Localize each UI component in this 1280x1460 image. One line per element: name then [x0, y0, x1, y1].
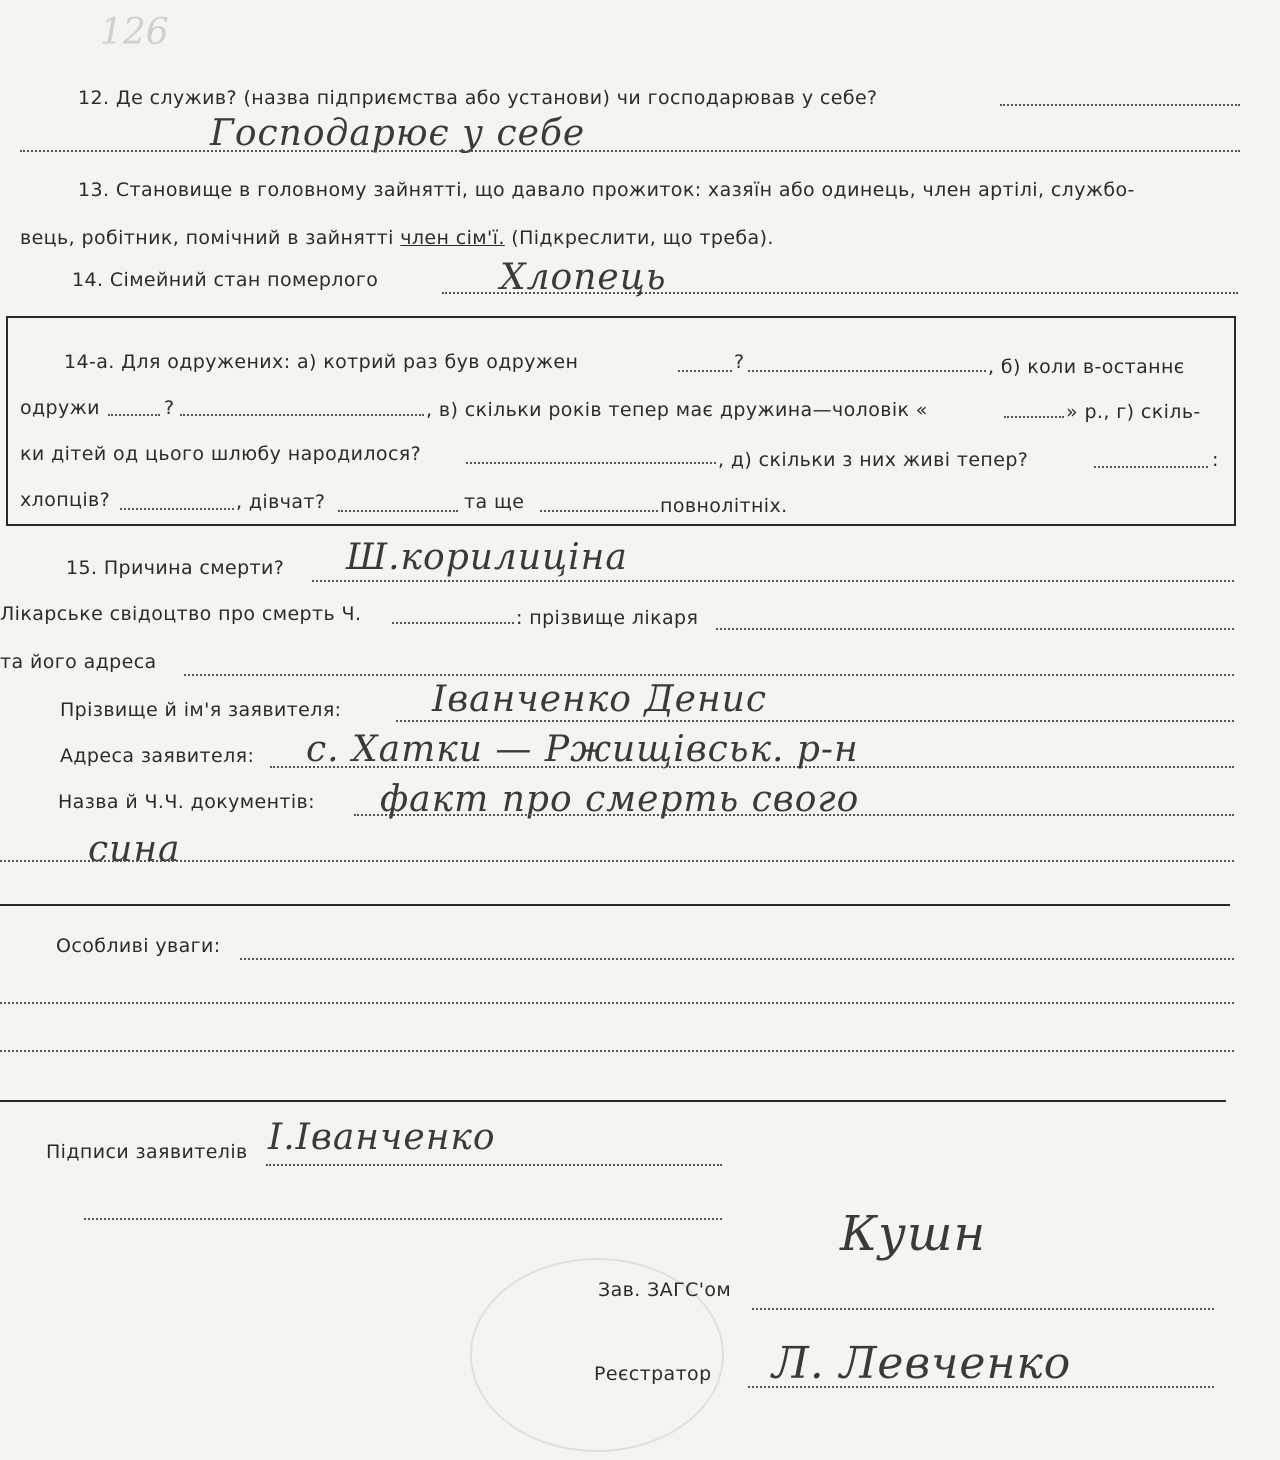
q14a-l3c: :: [1212, 449, 1219, 471]
remarks-line-2: [0, 1002, 1234, 1004]
q12-label: 12. Де служив? (назва підприємства або установи) чи господарював у себе?: [78, 87, 878, 109]
q14a-l2a: одружи: [20, 397, 100, 419]
remarks-line-3: [0, 1050, 1234, 1052]
section-divider-2: [0, 1100, 1226, 1102]
q14a-l2b: , в) скільки років тепер має дружина—чоловік «: [426, 399, 928, 421]
registrar-label: Реєстратор: [594, 1363, 712, 1385]
q14a-l1a: 14-а. Для одружених: а) котрий раз був одружен: [64, 351, 579, 373]
q14a-l4a: хлопців?: [20, 489, 111, 511]
applicant-name-value: Іванченко Денис: [432, 679, 768, 720]
zags-head-line: [752, 1308, 1214, 1310]
applicants-signature-line: [266, 1164, 722, 1166]
section-divider-1: [0, 904, 1230, 906]
applicants-signature-value: І.Іванченко: [268, 1117, 496, 1158]
q14-answer: Хлопець: [500, 257, 667, 298]
applicant-addr-value: с. Хатки — Ржищівськ. р-н: [306, 729, 859, 770]
registrar-line: [748, 1386, 1214, 1388]
applicants-signature-line-2: [84, 1218, 722, 1220]
zags-head-signature: Кушн: [840, 1206, 987, 1262]
q14a-blank-7: [1094, 466, 1208, 468]
applicant-docs-line-2: [0, 860, 1234, 862]
applicant-name-label: Прізвище й ім'я заявителя:: [60, 699, 342, 721]
applicant-docs-value-2: сина: [88, 829, 181, 870]
zags-head-label: Зав. ЗАГС'ом: [598, 1279, 732, 1301]
q14a-l1q: ?: [734, 351, 745, 373]
q14a-l4d: повнолітніх.: [660, 495, 788, 517]
q14a-l4b: , дівчат?: [236, 491, 326, 513]
q14a-l3b: , д) скільки з них живі тепер?: [718, 449, 1029, 471]
applicant-addr-label: Адреса заявителя:: [60, 745, 255, 767]
q14-answer-line: [442, 292, 1238, 294]
doctor-name-line: [716, 628, 1234, 630]
q15-answer: Ш.корилиціна: [346, 537, 628, 578]
q14a-blank-1: [678, 370, 732, 372]
applicant-docs-value: факт про смерть свого: [380, 779, 860, 820]
remarks-label: Особливі уваги:: [56, 935, 221, 957]
doctor-addr-label: та його адреса: [0, 651, 157, 673]
q12-answer: Господарює у себе: [210, 113, 586, 154]
q14a-l1b: , б) коли в-останнє: [988, 356, 1185, 378]
registrar-signature: Л. Левченко: [772, 1338, 1072, 1389]
q14a-blank-5: [1004, 416, 1064, 418]
q12-line-end: [1000, 104, 1240, 106]
q15-label: 15. Причина смерти?: [66, 557, 285, 579]
doctor-name-label: : прізвище лікаря: [516, 607, 699, 629]
q14a-blank-4: [180, 414, 424, 416]
q12-answer-line: [20, 150, 1240, 152]
q13-line2-post: (Підкреслити, що треба).: [511, 227, 774, 249]
q14a-blank-8: [120, 508, 234, 510]
q14a-blank-10: [540, 510, 658, 512]
page-number: 126: [100, 12, 169, 53]
q13-line2: [20, 226, 774, 250]
q13-selected-option: член сім'ї.: [400, 227, 505, 249]
applicant-docs-label: Назва й Ч.Ч. документів:: [58, 791, 315, 813]
applicant-docs-line: [354, 814, 1234, 816]
q14a-l2q: ?: [164, 397, 175, 419]
q14a-blank-2: [748, 370, 986, 372]
q15-answer-line: [312, 580, 1234, 582]
q14a-blank-3: [108, 414, 160, 416]
q14a-l2c: » р., г) скіль-: [1066, 401, 1201, 423]
applicant-addr-line: [270, 766, 1234, 768]
q14a-l4c: та ще: [464, 491, 525, 513]
q14a-blank-6: [466, 462, 716, 464]
doctor-addr-line: [184, 674, 1234, 676]
q14-label: 14. Сімейний стан померлого: [72, 269, 379, 291]
q13-line2-pre: вець, робітник, помічний в зайнятті: [20, 227, 394, 249]
q14a-blank-9: [338, 510, 458, 512]
applicant-name-line: [396, 720, 1234, 722]
doctor-cert-line: [392, 622, 514, 624]
q14a-l3a: ки дітей од цього шлюбу народилося?: [20, 443, 422, 465]
remarks-line-1: [240, 958, 1234, 960]
q13-line1: 13. Становище в головному зайнятті, що давало прожиток: хазяїн або одинець, член артілі, службо-: [78, 179, 1135, 201]
applicants-signature-label: Підписи заявителів: [46, 1141, 248, 1163]
doctor-cert-label: Лікарське свідоцтво про смерть Ч.: [0, 603, 362, 625]
